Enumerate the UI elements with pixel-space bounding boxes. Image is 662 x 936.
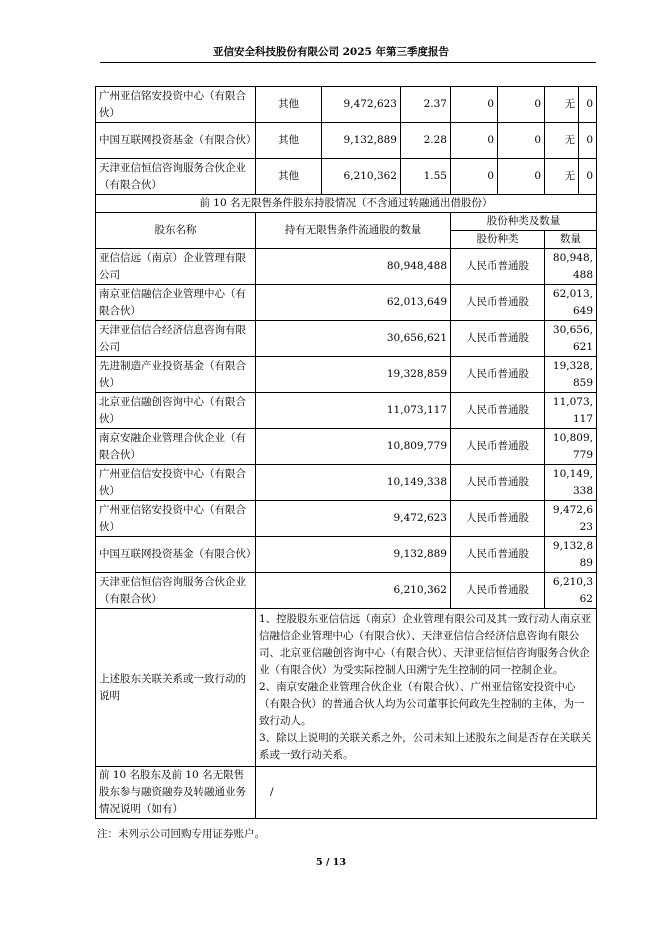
holder-name: 先进制造产业投资基金（有限合伙）	[96, 357, 256, 393]
holder-share-type: 人民币普通股	[451, 321, 545, 357]
holder-share-count: 10,809,779	[545, 429, 597, 465]
holder-status: 无	[545, 123, 579, 159]
col-share-type: 股份种类	[451, 231, 545, 249]
holder-name: 广州亚信铭安投资中心（有限合伙）	[96, 501, 256, 537]
holder-row	[96, 465, 597, 501]
relation-row	[96, 609, 597, 767]
header-divider	[100, 62, 596, 63]
holder-name: 北京亚信融创咨询中心（有限合伙）	[96, 393, 256, 429]
holder-nature: 其他	[256, 159, 322, 195]
holder-share-type: 人民币普通股	[451, 465, 545, 501]
holder-restricted: 0	[451, 123, 498, 159]
holder-ratio: 2.37	[401, 87, 451, 123]
holder-ratio: 1.55	[401, 159, 451, 195]
holder-share-type: 人民币普通股	[451, 573, 545, 609]
footnote: 注：未列示公司回购专用证券账户。	[97, 828, 265, 840]
holder-row	[96, 573, 597, 609]
holder-row	[96, 501, 597, 537]
holder-qty: 10,809,779	[256, 429, 451, 465]
holder-row	[96, 321, 597, 357]
relation-label: 上述股东关联关系或一致行动的说明	[96, 609, 256, 767]
holder-share-type: 人民币普通股	[451, 537, 545, 573]
holder-nature: 其他	[256, 87, 322, 123]
holder-share-count: 62,013,649	[545, 285, 597, 321]
holder-qty: 11,073,117	[256, 393, 451, 429]
col-unrestricted-qty: 持有无限售条件流通股的数量	[256, 213, 451, 249]
page-number: 5 / 13	[316, 857, 346, 868]
holder-name: 天津亚信恒信咨询服务合伙企业（有限合伙）	[96, 573, 256, 609]
margin-row	[96, 767, 597, 819]
holder-name: 广州亚信信安投资中心（有限合伙）	[96, 465, 256, 501]
holder-shares: 6,210,362	[322, 159, 401, 195]
holder-name: 亚信信远（南京）企业管理有限公司	[96, 249, 256, 285]
holder-name: 南京安融企业管理合伙企业（有限合伙）	[96, 429, 256, 465]
margin-value: /	[256, 767, 597, 819]
col-share-type-group: 股份种类及数量	[451, 213, 597, 231]
holder-qty: 62,013,649	[256, 285, 451, 321]
holder-row	[96, 393, 597, 429]
holder-row	[96, 357, 597, 393]
holder-share-type: 人民币普通股	[451, 501, 545, 537]
holder-qty: 9,472,623	[256, 501, 451, 537]
relation-text	[256, 609, 597, 767]
holder-shares: 9,472,623	[322, 87, 401, 123]
holder-restricted: 0	[451, 159, 498, 195]
section-title: 前 10 名无限售条件股东持股情况（不含通过转融通出借股份）	[96, 195, 597, 213]
holder-count: 0	[579, 159, 597, 195]
section-title-row	[96, 195, 597, 213]
holder-status: 无	[545, 159, 579, 195]
holder-ratio: 2.28	[401, 123, 451, 159]
holder-pledged: 0	[498, 159, 545, 195]
section-header-row	[96, 213, 597, 231]
holder-share-count: 19,328,859	[545, 357, 597, 393]
relation-paragraph-2: 2、南京安融企业管理合伙企业（有限合伙）、广州亚信铭安投资中心（有限合伙）的普通合伙人均为公司董事长何政先生控制的主体，为一致行动人。	[259, 681, 585, 727]
holder-qty: 9,132,889	[256, 537, 451, 573]
margin-label: 前 10 名股东及前 10 名无限售股东参与融资融券及转融通业务情况说明（如有）	[96, 767, 256, 819]
relation-paragraph-3: 3、除以上说明的关联关系之外，公司未知上述股东之间是否存在关联关系或一致行动关系。	[259, 732, 592, 761]
holder-pledged: 0	[498, 87, 545, 123]
holder-share-count: 80,948,488	[545, 249, 597, 285]
holder-qty: 80,948,488	[256, 249, 451, 285]
holder-qty: 10,149,338	[256, 465, 451, 501]
holder-status: 无	[545, 87, 579, 123]
holder-share-type: 人民币普通股	[451, 393, 545, 429]
holder-qty: 6,210,362	[256, 573, 451, 609]
shareholder-table	[95, 86, 597, 819]
holder-name: 广州亚信铭安投资中心（有限合伙）	[96, 87, 256, 123]
holder-share-count: 10,149,338	[545, 465, 597, 501]
holder-name: 中国互联网投资基金（有限合伙）	[96, 123, 256, 159]
top-holder-row	[96, 123, 597, 159]
holder-row	[96, 537, 597, 573]
holder-count: 0	[579, 123, 597, 159]
holder-qty: 19,328,859	[256, 357, 451, 393]
holder-row	[96, 429, 597, 465]
holder-share-count: 9,472,623	[545, 501, 597, 537]
col-share-count: 数量	[545, 231, 597, 249]
holder-name: 天津亚信恒信咨询服务合伙企业（有限合伙）	[96, 159, 256, 195]
holder-share-type: 人民币普通股	[451, 429, 545, 465]
top-holder-row	[96, 87, 597, 123]
holder-row	[96, 249, 597, 285]
relation-paragraph-1: 1、控股股东亚信信远（南京）企业管理有限公司及其一致行动人南京亚信融信企业管理中心（有限合伙）、天津亚信信合经济信息咨询有限公司、北京亚信融创咨询中心（有限合伙）、天津亚信恒信咨询服务合伙企业（有限合伙）为受实际控制人田溯宁先生控制的同一控制企业。	[259, 613, 592, 676]
top-holder-row	[96, 159, 597, 195]
holder-share-count: 9,132,889	[545, 537, 597, 573]
holder-share-count: 30,656,621	[545, 321, 597, 357]
holder-nature: 其他	[256, 123, 322, 159]
holder-restricted: 0	[451, 87, 498, 123]
holder-shares: 9,132,889	[322, 123, 401, 159]
report-header-title: 亚信安全科技股份有限公司 2025 年第三季度报告	[212, 46, 450, 58]
holder-name: 南京亚信融信企业管理中心（有限合伙）	[96, 285, 256, 321]
holder-share-type: 人民币普通股	[451, 249, 545, 285]
holder-share-count: 11,073,117	[545, 393, 597, 429]
holder-name: 天津亚信信合经济信息咨询有限公司	[96, 321, 256, 357]
holder-pledged: 0	[498, 123, 545, 159]
holder-name: 中国互联网投资基金（有限合伙）	[96, 537, 256, 573]
holder-share-type: 人民币普通股	[451, 357, 545, 393]
holder-share-count: 6,210,362	[545, 573, 597, 609]
holder-share-type: 人民币普通股	[451, 285, 545, 321]
holder-qty: 30,656,621	[256, 321, 451, 357]
col-holder-name: 股东名称	[96, 213, 256, 249]
holder-row	[96, 285, 597, 321]
holder-count: 0	[579, 87, 597, 123]
